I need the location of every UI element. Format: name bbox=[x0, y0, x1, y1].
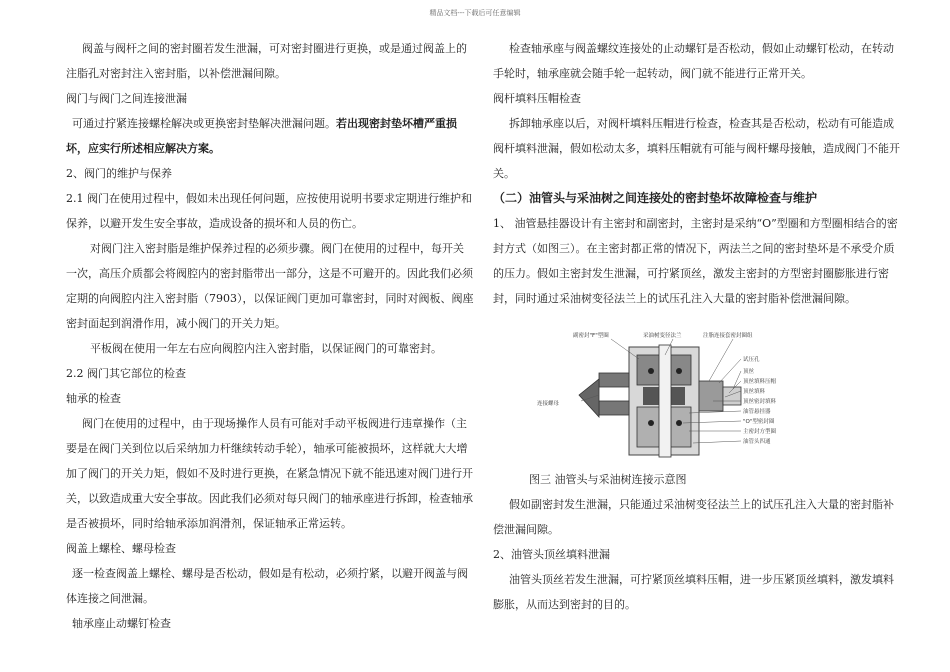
label-seal-packing: 顶丝密封填料 bbox=[743, 399, 777, 405]
section-heading: 2、阀门的维护与保养 bbox=[66, 167, 172, 180]
page-header: 精品文档---下载后可任意编辑 bbox=[429, 9, 521, 17]
wellhead-diagram bbox=[533, 325, 863, 465]
right-column bbox=[493, 36, 903, 617]
paragraph: 逐一检查阀盖上螺栓、螺母是否松动，假如是有松动，必须拧紧，以避开阀盖与阀体连接之间泄漏。 bbox=[66, 567, 468, 605]
label-connect-nut: 连接螺母 bbox=[537, 401, 560, 407]
paragraph: 假如副密封发生泄漏，只能通过采油树变径法兰上的试压孔注入大量的密封脂补偿泄漏间隙。 bbox=[493, 498, 894, 536]
section-heading: 轴承的检查 bbox=[66, 392, 121, 405]
left-column bbox=[66, 36, 474, 636]
paragraph: 平板阀在使用一年左右应向阀腔内注入密封脂，以保证阀门的可靠密封。 bbox=[90, 342, 442, 355]
label-secondary-seal: 副密封"F"型圈 bbox=[573, 333, 609, 339]
label-hanger: 油管悬挂器 bbox=[743, 409, 771, 415]
paragraph: 拆卸轴承座以后，对阀杆填料压帽进行检查，检查其是否松动，松动有可能造成阀杆填料泄漏，假如松动太多，填料压帽就有可能与阀杆螺母接触，造成阀门不能开关。 bbox=[493, 117, 900, 180]
figure bbox=[493, 325, 903, 467]
paragraph: 油管头顶丝若发生泄漏，可拧紧顶丝填料压帽，进一步压紧顶丝填料，激发填料膨胀，从而达到密封的目的。 bbox=[493, 573, 894, 611]
label-packing-cap: 顶丝填料压帽 bbox=[743, 379, 777, 385]
label-o-ring: "O"型密封圈 bbox=[743, 419, 775, 425]
label-jack-screw: 顶丝 bbox=[743, 369, 755, 375]
label-test-port: 试压孔 bbox=[743, 357, 760, 363]
paragraph: 阀门在使用的过程中，由于现场操作人员有可能对手动平板阀进行违章操作（主要是在阀门关到位以后采纳加力杆继续转动手轮），轴承可能被损坏，这样就大大增加了阀门的开关力矩，假如不及时进行更换，在紧急情况下就不能迅速对阀门进行开关，以致造成重大安全事故。因此我们必须对每只阀门的轴承座进行拆卸，检查轴承是否被损坏，同时给轴承添加润滑剂，保证轴承正常运转。 bbox=[66, 417, 473, 530]
section-heading: 2、油管头顶丝填料泄漏 bbox=[493, 548, 610, 561]
paragraph: 阀盖与阀杆之间的密封圈若发生泄漏，可对密封圈进行更换，或是通过阀盖上的注脂孔对密封注入密封脂，以补偿泄漏间隙。 bbox=[66, 42, 467, 80]
paragraph: 对阀门注入密封脂是维护保养过程的必须步骤。阀门在使用的过程中，每开关一次，高压介质都会将阀腔内的密封脂带出一部分，这是不可避开的。因此我们必须定期的向阀腔内注入密封脂（7903），以保证阀门更加可靠密封，同时对阀板、阀座密封面起到润滑作用，减小阀门的开关力矩。 bbox=[66, 242, 474, 330]
paragraph: 检查轴承座与阀盖螺纹连接处的止动螺钉是否松动，假如止动螺钉松动，在转动手轮时，轴承座就会随手轮一起转动，阀门就不能进行正常开关。 bbox=[493, 42, 894, 80]
section-heading: 轴承座止动螺钉检查 bbox=[72, 617, 171, 630]
label-packing: 顶丝填料 bbox=[743, 389, 766, 395]
section-heading: 阀杆填料压帽检查 bbox=[493, 92, 581, 105]
bold-text: 若出现密封垫坏槽严重损坏，应实行所述相应解决方案。 bbox=[66, 117, 457, 155]
section-heading: 2.2 阀门其它部位的检查 bbox=[66, 367, 186, 380]
paragraph: 1、 油管悬挂器设计有主密封和副密封，主密封是采纳“O”型圈和方型圈相结合的密封方式（如图三）。在主密封都正常的情况下，两法兰之间的密封垫坏是不承受介质的压力。假如主密封发生泄漏，可拧紧顶丝，激发主密封的方型密封圈膨胀进行密封，同时通过采油树变径法兰上的试压孔注入大量的密封脂补偿泄漏间隙。 bbox=[493, 217, 898, 305]
paragraph bbox=[66, 111, 474, 161]
section-heading: 阀门与阀门之间连接泄漏 bbox=[66, 92, 187, 105]
label-tubing-head: 油管头四通 bbox=[743, 439, 771, 445]
section-title: （二）油管头与采油树之间连接处的密封垫坏故障检查与维护 bbox=[493, 191, 818, 205]
figure-caption: 图三 油管头与采油树连接示意图 bbox=[529, 473, 687, 486]
paragraph: 2.1 阀门在使用过程中，假如未出现任何问题，应按使用说明书要求定期进行维护和保养，以避开发生安全事故，造成设备的损坏和人员的伤亡。 bbox=[66, 192, 472, 230]
label-seal-set: 注脂连接套密封圈组 bbox=[703, 333, 753, 339]
section-heading: 阀盖上螺栓、螺母检查 bbox=[66, 542, 176, 555]
paragraph-text: 可通过拧紧连接螺栓解决或更换密封垫解决泄漏问题。 bbox=[72, 117, 336, 130]
label-flange: 采油树变径法兰 bbox=[643, 333, 682, 339]
label-main-seal: 主密封方型圈 bbox=[743, 429, 777, 435]
